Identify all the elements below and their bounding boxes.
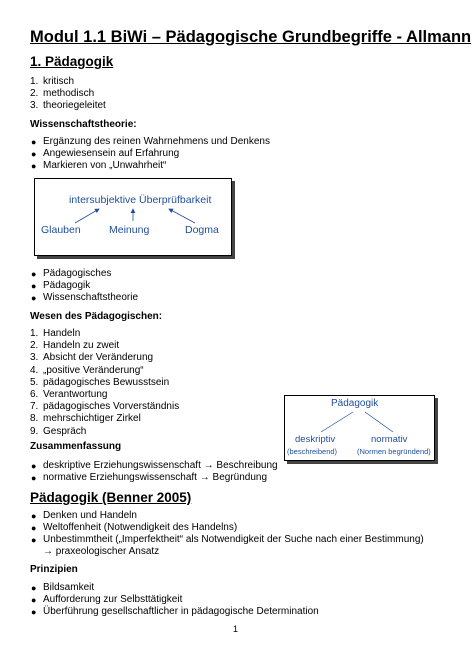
section-heading-paedagogik: 1. Pädagogik (30, 54, 114, 69)
list-item: 1. Handeln (30, 328, 81, 339)
page-title: Modul 1.1 BiWi – Pädagogische Grundbegriffe - Allmann (30, 28, 472, 46)
bullet-icon: ● (31, 523, 37, 534)
bullet-icon: ● (31, 161, 37, 172)
diagram-arrows (35, 179, 231, 255)
list-item: 2. Handeln zu zweit (30, 340, 120, 352)
zusammenfassung-list (30, 460, 278, 484)
heading-wissenschaftstheorie: Wissenschaftstheorie: (30, 119, 137, 130)
bullet-icon: ● (31, 511, 37, 521)
list-item: 4. „positive Veränderung“ (30, 364, 144, 376)
arrow-right (169, 209, 195, 223)
wissenschaftstheorie-list (30, 136, 270, 173)
bullet-icon: ● (31, 149, 37, 160)
arrow-right-icon: → (43, 546, 53, 557)
bullets2-list (30, 268, 138, 305)
list-item: ● Aufforderung zur Selbsttätigkeit (31, 594, 183, 606)
benner-continuation: → praxeologischer Ansatz (43, 546, 160, 557)
bullet-icon: ● (31, 595, 37, 606)
list-item: 3. theoriegeleitet (30, 100, 106, 112)
diagram-overpruefbarkeit (34, 178, 232, 256)
arrow-left (75, 209, 99, 223)
wesen-list (30, 328, 179, 438)
section-heading-benner: Pädagogik (Benner 2005) (30, 490, 192, 505)
heading-zusammenfassung: Zusammenfassung (30, 441, 122, 452)
heading-wesen: Wesen des Pädagogischen: (30, 311, 163, 322)
list-item: 9. Gespräch (30, 425, 87, 437)
list-item: ● Bildsamkeit (31, 582, 95, 593)
line-left (321, 412, 353, 432)
list-item: 2. methodisch (30, 88, 95, 100)
prinzipien-list (30, 582, 319, 619)
list-item: ● Weltoffenheit (Notwendigkeit des Handelns) (31, 522, 238, 534)
list-item: ● Ergänzung des reinen Wahrnehmens und Denkens (31, 136, 270, 147)
list-item: ● Pädagogisches (31, 268, 112, 279)
bullet-icon: ● (31, 281, 37, 292)
bullet-icon: ● (31, 293, 37, 304)
bullet-icon: ● (31, 137, 37, 147)
list-item: 7. pädagogisches Vorverständnis (30, 401, 180, 413)
list-item: ● Überführung gesellschaftlicher in pädagogische Determination (31, 606, 319, 618)
diagram-paedagogik (284, 395, 435, 461)
list-item: ● Denken und Handeln (31, 510, 137, 521)
bullet-icon: ● (31, 607, 37, 618)
page-number: 1 (233, 624, 239, 634)
diagram1-left: Glauben (41, 224, 81, 236)
diagram2-right-sub: (Normen begründend) (357, 447, 431, 456)
list-item: ● Unbestimmtheit („Imperfektheit“ als Notwendigkeit der Suche nach einer Bestimmung) (31, 534, 424, 546)
diagram1-center: Meinung (109, 224, 150, 236)
heading-prinzipien: Prinzipien (30, 564, 78, 575)
list-item: 8. mehrschichtiger Zirkel (30, 413, 141, 425)
diagram2-right: normativ (371, 434, 408, 445)
list-item: ● Markieren von „Unwahrheit“ (31, 160, 167, 172)
benner-list (30, 510, 424, 547)
line-right (365, 412, 393, 432)
list-item: ● deskriptive Erziehungswissenschaft → Beschreibung (31, 460, 278, 471)
bullet-icon: ● (31, 583, 37, 593)
bullet-icon: ● (31, 473, 37, 484)
section1-list (30, 76, 106, 113)
arrow-right-icon: → (199, 472, 210, 484)
list-item: 3. Absicht der Veränderung (30, 352, 154, 364)
list-item: 1. kritisch (30, 76, 75, 87)
diagram2-left: deskriptiv (295, 434, 336, 445)
list-item: 6. Verantwortung (30, 389, 108, 401)
diagram2-top: Pädagogik (331, 398, 379, 409)
arrow-right-icon: → (203, 460, 214, 471)
list-item: ● Pädagogik (31, 280, 91, 292)
diagram1-right: Dogma (185, 224, 219, 236)
list-item: 5. pädagogisches Bewusstsein (30, 376, 170, 388)
bullet-icon: ● (31, 269, 37, 279)
diagram2-left-sub: (beschreibend) (287, 447, 338, 456)
bullet-icon: ● (31, 535, 37, 546)
bullet-icon: ● (31, 461, 37, 471)
list-item: ● Wissenschaftstheorie (31, 292, 139, 304)
list-item: ● normative Erziehungswissenschaft → Begründung (31, 472, 268, 484)
list-item: ● Angewiesensein auf Erfahrung (31, 148, 180, 160)
diagram1-top: intersubjektive Überprüfbarkeit (69, 194, 212, 206)
